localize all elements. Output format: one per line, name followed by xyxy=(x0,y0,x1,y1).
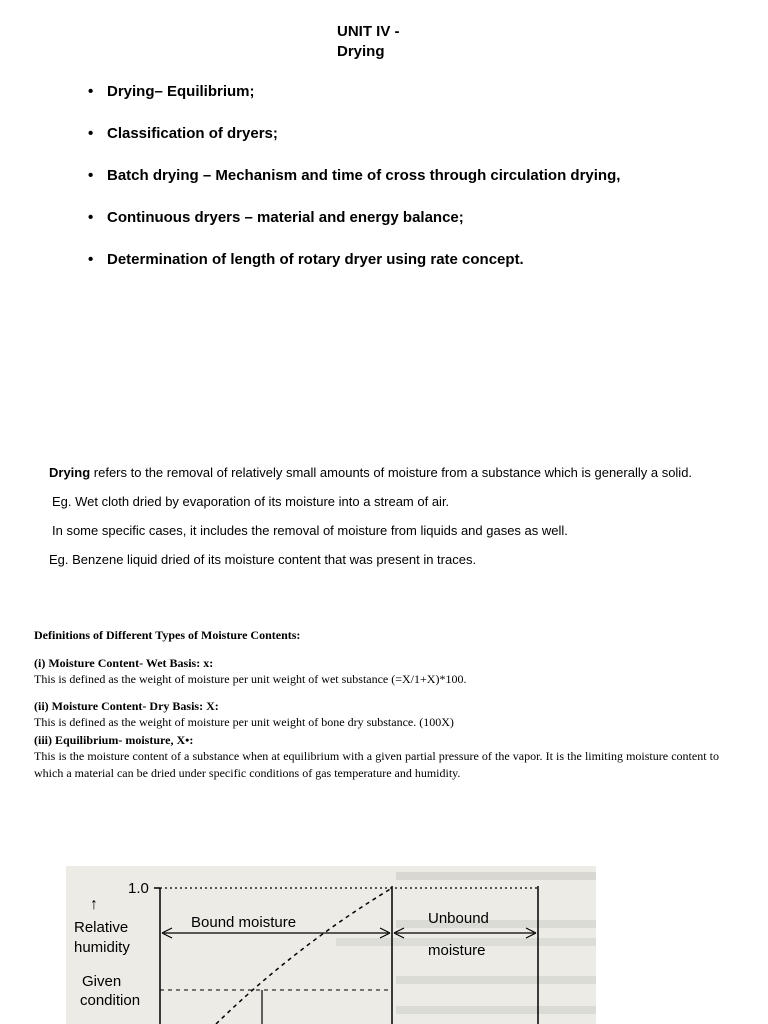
specific-cases-note: In some specific cases, it includes the removal of moisture from liquids and gases as well. xyxy=(52,523,568,538)
topic-item: • Drying– Equilibrium; xyxy=(86,80,620,122)
unbound-label-line-2: moisture xyxy=(428,942,486,959)
definition-text-dry-basis: This is defined as the weight of moisture per unit weight of bone dry substance. (100X) xyxy=(34,715,454,729)
title-line-1: UNIT IV - xyxy=(337,23,400,40)
y-label-line-1: Relative xyxy=(74,919,129,936)
definitions-heading: Definitions of Different Types of Moisture Contents: xyxy=(34,628,301,642)
topic-item: • Continuous dryers – material and energy balance; xyxy=(86,206,620,248)
given-label-line-2: condition xyxy=(80,992,141,1009)
definition-title-wet-basis: (i) Moisture Content- Wet Basis: x: xyxy=(34,656,214,670)
definition-title-equilibrium: (iii) Equilibrium- moisture, X•: xyxy=(34,733,194,747)
topic-item: • Determination of length of rotary dryer using rate concept. xyxy=(86,248,620,290)
example-wet-cloth: Eg. Wet cloth dried by evaporation of its moisture into a stream of air. xyxy=(52,494,450,509)
drying-term: Drying xyxy=(49,465,91,480)
example-benzene: Eg. Benzene liquid dried of its moisture content that was present in traces. xyxy=(49,552,477,567)
drying-definition xyxy=(49,458,717,487)
equilibrium-curve xyxy=(216,888,392,1024)
title-line-2: Drying xyxy=(337,43,385,60)
bound-moisture-label: Bound moisture xyxy=(191,914,297,931)
given-label-line-1: Given xyxy=(82,973,122,990)
moisture-diagram xyxy=(66,866,596,1024)
drying-definition-text: refers to the removal of relatively small amounts of moisture from a substance which is generally a solid. xyxy=(90,465,693,480)
definitions-section xyxy=(34,628,719,782)
tick-label-top: 1.0 xyxy=(128,880,149,897)
intro-section xyxy=(49,458,717,574)
up-arrow-glyph: ↑ xyxy=(90,896,98,913)
topic-item: • Batch drying – Mechanism and time of cross through circulation drying, xyxy=(86,164,620,206)
moisture-diagram-svg xyxy=(66,866,596,1024)
definition-title-dry-basis: (ii) Moisture Content- Dry Basis: X: xyxy=(34,699,219,713)
y-label-line-2: humidity xyxy=(74,939,130,956)
topic-item: • Classification of dryers; xyxy=(86,122,620,164)
page-title xyxy=(337,22,400,62)
definition-text-wet-basis: This is defined as the weight of moisture per unit weight of wet substance (=X/1+X)*100. xyxy=(34,672,467,686)
definition-text-equilibrium: This is the moisture content of a substance when at equilibrium with a given partial pressure of the vapor. It is the limiting moisture content to which a material can be dried under specific conditions of gas temperature and humidity. xyxy=(34,749,719,780)
unbound-label-line-1: Unbound xyxy=(428,910,489,927)
topic-list xyxy=(86,80,620,290)
